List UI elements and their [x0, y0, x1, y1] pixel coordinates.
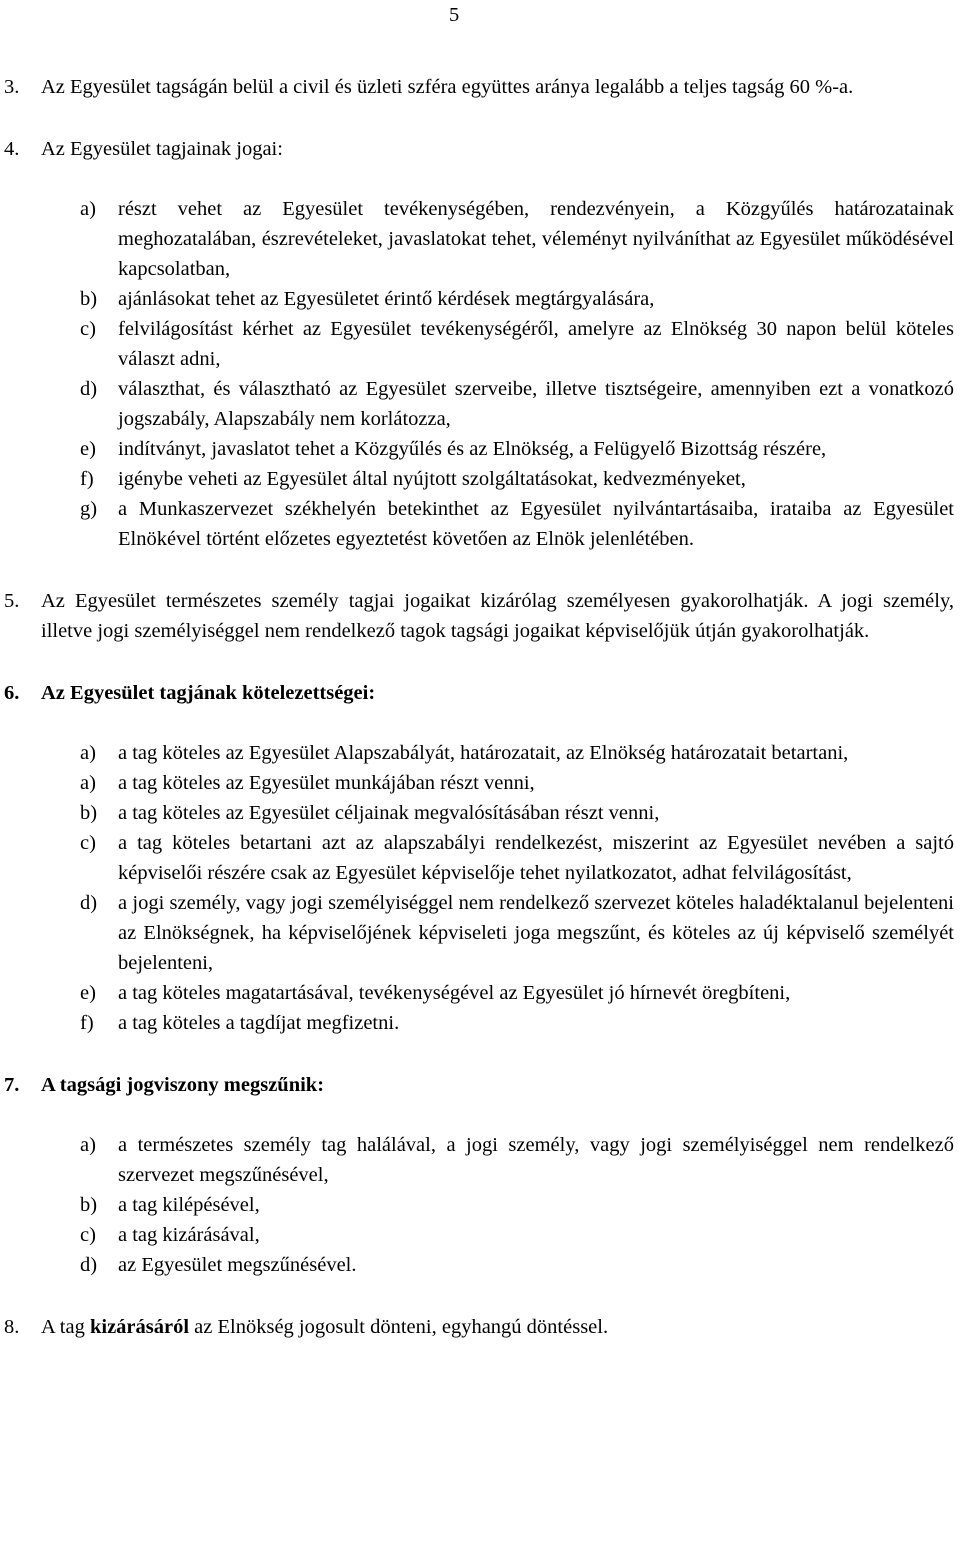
item-text: indítványt, javaslatot tehet a Közgyűlés és az Elnökség, a Felügyelő Bizottság részére, — [118, 438, 827, 460]
list-item — [0, 738, 960, 768]
item-text: a tag köteles az Egyesület céljainak megvalósításában részt venni, — [118, 802, 660, 824]
list-item — [0, 194, 960, 284]
item-letter: b) — [80, 802, 98, 824]
member-obligations-list — [0, 738, 960, 1038]
list-item — [0, 284, 960, 314]
item-text: a jogi személy, vagy jogi személyiséggel nem rendelkező szervezet köteles haladéktalanul bejelenteni az Elnökségnek, ha képviselőjének képviseleti joga megszűnt, és köteles az új képviselő személyét bejelenteni, — [118, 892, 954, 974]
item-text: a tag köteles magatartásával, tevékenységével az Egyesület jó hírnevét öregbíteni, — [118, 982, 791, 1004]
page-number: 5 — [449, 4, 460, 26]
item-text: a tag köteles betartani azt az alapszabályi rendelkezést, miszerint az Egyesület nevében a sajtó képviselői részére csak az Egyesület képviselője tehet nyilatkozatot, adhat felvilágosítást, — [118, 832, 954, 884]
item-letter: d) — [80, 378, 98, 400]
item-letter: a) — [80, 1134, 96, 1156]
section-heading: Az Egyesület tagjainak jogai: — [41, 138, 283, 160]
section-text-start: A tag — [41, 1316, 90, 1338]
list-item — [0, 1130, 960, 1190]
section-number: 7. — [4, 1074, 20, 1096]
item-letter: d) — [80, 1254, 98, 1276]
item-letter: d) — [80, 892, 98, 914]
list-item — [0, 828, 960, 888]
item-text: felvilágosítást kérhet az Egyesület tevékenységéről, amelyre az Elnökség 30 napon belül köteles választ adni, — [118, 318, 954, 370]
item-letter: a) — [80, 742, 96, 764]
section-7 — [0, 1070, 960, 1100]
list-item — [0, 1220, 960, 1250]
section-5 — [0, 586, 960, 646]
list-item — [0, 1250, 960, 1280]
section-number: 5. — [4, 590, 20, 612]
section-8 — [0, 1312, 960, 1342]
section-3 — [0, 72, 960, 102]
section-6 — [0, 678, 960, 708]
item-letter: f) — [80, 468, 94, 490]
section-number: 4. — [4, 138, 20, 160]
section-text-emphasis: kizárásáról — [89, 1316, 190, 1338]
section-text: Az Egyesület tagságán belül a civil és üzleti szféra együttes aránya legalább a teljes tagság 60 %-a. — [41, 76, 854, 98]
item-text: a tag kizárásával, — [118, 1224, 260, 1246]
item-text: igénybe veheti az Egyesület által nyújtott szolgáltatásokat, kedvezményeket, — [118, 468, 746, 490]
item-letter: e) — [80, 438, 96, 460]
membership-termination-list — [0, 1130, 960, 1280]
item-text: a tag köteles a tagdíjat megfizetni. — [118, 1012, 400, 1034]
item-letter: c) — [80, 318, 96, 340]
member-rights-list — [0, 194, 960, 554]
item-letter: e) — [80, 982, 96, 1004]
list-item — [0, 494, 960, 554]
list-item — [0, 1190, 960, 1220]
list-item — [0, 978, 960, 1008]
list-item — [0, 1008, 960, 1038]
item-text: a tag kilépésével, — [118, 1194, 260, 1216]
section-heading: A tagsági jogviszony megszűnik: — [41, 1074, 325, 1096]
item-text: a tag köteles az Egyesület Alapszabályát, határozatait, az Elnökség határozatait betartani, — [118, 742, 849, 764]
list-item — [0, 374, 960, 434]
list-item — [0, 464, 960, 494]
section-number: 6. — [4, 682, 20, 704]
item-letter: b) — [80, 288, 98, 310]
item-text: választhat, és választható az Egyesület szerveibe, illetve tisztségeire, amennyiben ezt a vonatkozó jogszabály, Alapszabály nem korlátozza, — [118, 378, 954, 430]
list-item — [0, 434, 960, 464]
section-text-end: az Elnökség jogosult dönteni, egyhangú döntéssel. — [189, 1316, 609, 1338]
item-letter: b) — [80, 1194, 98, 1216]
item-text: ajánlásokat tehet az Egyesületet érintő kérdések megtárgyalására, — [118, 288, 655, 310]
item-letter: c) — [80, 1224, 96, 1246]
item-text: a Munkaszervezet székhelyén betekinthet az Egyesület nyilvántartásaiba, irataiba az Egyesület Elnökével történt előzetes egyeztetést követően az Elnök jelenlétében. — [118, 498, 954, 550]
item-letter: c) — [80, 832, 96, 854]
section-heading: Az Egyesület tagjának kötelezettségei: — [41, 682, 376, 704]
item-text: részt vehet az Egyesület tevékenységében, rendezvényein, a Közgyűlés határozatainak meghozatalában, észrevételeket, javaslatokat tehet, véleményt nyilváníthat az Egyesület működésével kapcsolatban, — [118, 198, 954, 280]
section-number: 8. — [4, 1316, 20, 1338]
item-letter: a) — [80, 198, 96, 220]
list-item — [0, 888, 960, 978]
item-text: az Egyesület megszűnésével. — [118, 1254, 357, 1276]
section-text: Az Egyesület természetes személy tagjai jogaikat kizárólag személyesen gyakorolhatják. A jogi személy, illetve jogi személyiséggel nem rendelkező tagok tagsági jogaikat képviselőjük útján gyakorolhatják. — [41, 590, 954, 642]
document-body — [0, 72, 960, 1342]
item-text: a természetes személy tag halálával, a jogi személy, vagy jogi személyiséggel nem rendelkező szervezet megszűnésével, — [118, 1134, 954, 1186]
list-item — [0, 768, 960, 798]
list-item — [0, 798, 960, 828]
item-letter: g) — [80, 498, 98, 520]
list-item — [0, 314, 960, 374]
item-text: a tag köteles az Egyesület munkájában részt venni, — [118, 772, 535, 794]
item-letter: a) — [80, 772, 96, 794]
item-letter: f) — [80, 1012, 94, 1034]
section-4 — [0, 134, 960, 164]
section-number: 3. — [4, 76, 20, 98]
